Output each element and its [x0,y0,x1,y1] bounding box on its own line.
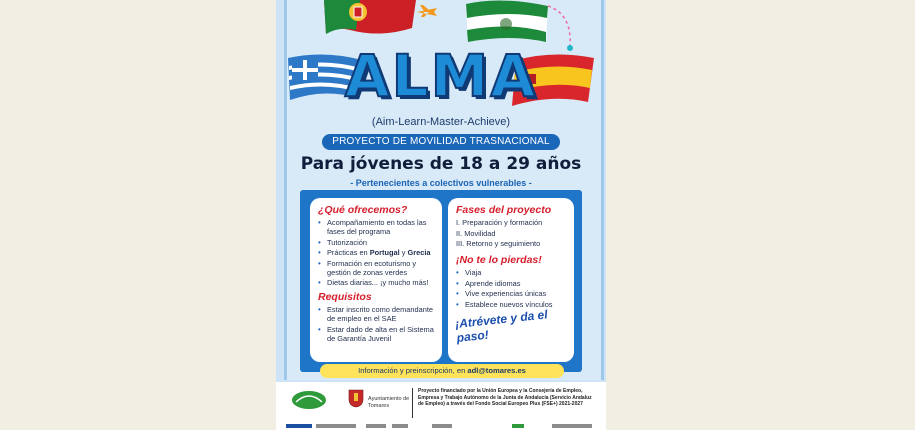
dont-miss-list [456,268,566,309]
footer [276,382,606,430]
vulnerable-line: - Pertenecientes a colectivos vulnerables - [350,178,532,188]
requirements-list [318,305,434,343]
slogan: ¡Atrévete y da el paso! [454,306,549,345]
funding-logos-row [282,424,600,430]
poster [276,0,606,430]
list-item: I. Preparación y formación [456,218,543,227]
association-logo-icon [290,388,328,410]
list-item: • Viaja [456,268,482,277]
project-pill: PROYECTO DE MOVILIDAD TRASNACIONAL [322,134,560,150]
info-banner: Información y preinscripción, en adl@tomares.es [320,364,564,378]
offer-list [318,218,434,287]
portugal-flag-icon [320,0,420,42]
andalucia-flag-icon [460,0,552,46]
list-item: • Prácticas en Portugal y Grecia [318,248,431,257]
offer-card [310,198,442,362]
list-item: • Aprende idiomas [456,278,521,288]
funding-text: Proyecto financiado por la Unión Europea y la Consejería de Empleo, Empresa y Trabajo Autónomo de la Junta de Andalucía (Servicio Andaluz de Empleo) a través del Fondo Social Europeo Plus (FSE+) 2021-2027 [418,388,592,407]
phases-heading: Fases del proyecto [456,204,552,216]
phases-list [456,218,566,248]
poster-title: ALMA [344,42,538,110]
list-item: • Dietas diarias... ¡y mucho más! [318,278,429,287]
list-item: III. Retorno y seguimiento [456,239,541,248]
ayuntamiento-label: Ayuntamiento de Tomares [368,396,410,409]
list-item: • Estar inscrito como demandante de empleo en el SAE [318,305,433,323]
age-line: Para jóvenes de 18 a 29 años [300,154,582,174]
list-item: • Establece nuevos vínculos [456,299,553,309]
list-item: • Vive experiencias únicas [456,289,547,298]
requirements-heading: Requisitos [318,291,372,303]
list-item: • Acompañamiento en todas las fases del programa [318,218,427,236]
list-item: • Tutorización [318,237,367,247]
list-item: • Formación en ecoturismo y gestión de zonas verdes [318,258,417,277]
list-item: II. Movilidad [456,228,496,238]
footer-divider [412,388,413,418]
plane-icon [416,4,438,18]
list-item: • Estar dado de alta en el Sistema de Garantía Juvenil [318,324,434,343]
phases-card [448,198,574,362]
tomares-shield-icon [348,388,364,408]
dont-miss-heading: ¡No te lo pierdas! [456,254,542,266]
offer-heading: ¿Qué ofrecemos? [318,204,408,216]
poster-subtitle: (Aim-Learn-Master-Achieve) [371,116,511,128]
info-email-link[interactable]: adl@tomares.es [467,366,526,375]
